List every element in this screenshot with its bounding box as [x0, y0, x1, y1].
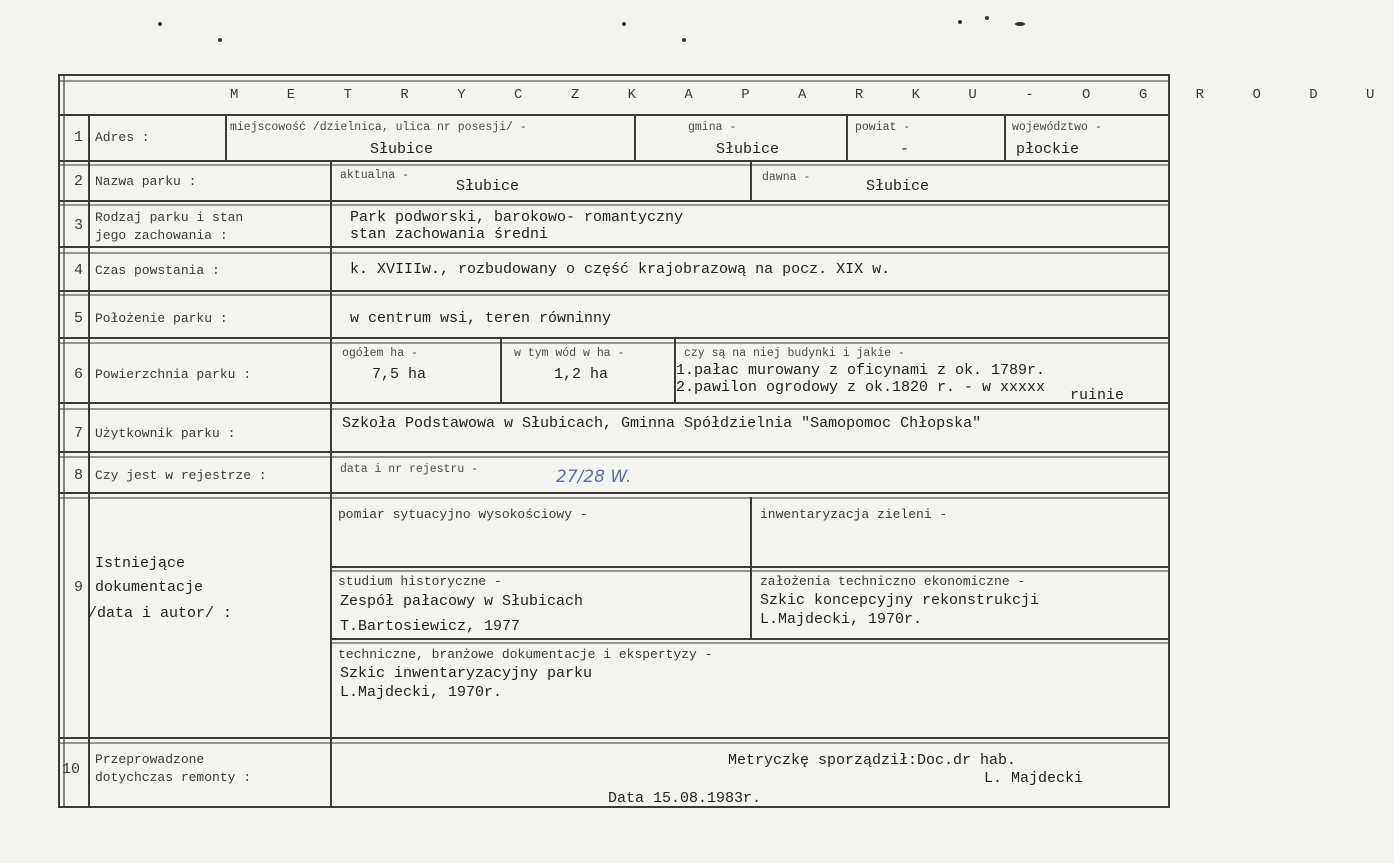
frame-left-inner: [63, 74, 65, 807]
row-divider: [58, 294, 1170, 296]
field-value: T.Bartosiewicz, 1977: [340, 618, 521, 635]
row-divider: [58, 337, 1170, 339]
field-value: Szkic inwentaryzacyjny parku: [340, 665, 593, 682]
dust-mark: [622, 22, 626, 26]
field-value: L.Majdecki, 1970r.: [760, 611, 923, 628]
row-divider: [58, 246, 1170, 248]
frame-top: [58, 74, 1170, 76]
field-value: L.Majdecki, 1970r.: [340, 684, 503, 701]
row-divider: [58, 402, 1170, 404]
row-label: Użytkownik parku :: [95, 426, 236, 441]
card-title: M E T R Y C Z K A P A R K U - O G R O D U: [230, 87, 1394, 103]
row-divider: [58, 200, 1170, 202]
row1-divider: [634, 114, 636, 160]
row-number: 10: [62, 761, 81, 778]
field-value: Zespół pałacowy w Słubicach: [340, 593, 584, 610]
row-label: /data i autor/ :: [88, 605, 233, 622]
row-label: Położenie parku :: [95, 311, 228, 326]
field-caption: założenia techniczno ekonomiczne -: [760, 574, 1026, 589]
field-value: Park podworski, barokowo- romantyczny: [350, 209, 684, 226]
field-caption: gmina -: [688, 121, 737, 134]
row-divider: [58, 204, 1170, 206]
field-value: 1,2 ha: [554, 366, 609, 383]
row-label: Adres :: [95, 130, 150, 145]
row9-divider: [330, 642, 1170, 644]
row-divider: [58, 252, 1170, 254]
field-caption: aktualna -: [340, 169, 410, 182]
row6-divider: [500, 337, 502, 402]
dust-mark: [958, 20, 962, 24]
field-caption: miejscowość /dzielnica, ulica nr posesji/ -: [230, 121, 527, 134]
field-value: Szkic koncepcyjny rekonstrukcji: [760, 592, 1040, 609]
row-number: 4: [74, 262, 84, 279]
row-divider: [58, 742, 1170, 744]
row-label: Rodzaj parku i stan: [95, 210, 244, 225]
handwritten-register-number: 27/28 W.: [556, 467, 632, 487]
author-line: Metryczkę sporządził:Doc.dr hab.: [728, 752, 1017, 769]
row-divider: [58, 456, 1170, 458]
row-label: Czy jest w rejestrze :: [95, 468, 267, 483]
row-number: 6: [74, 366, 84, 383]
row1-divider: [846, 114, 848, 160]
field-value: 7,5 ha: [372, 366, 427, 383]
row-label: Czas powstania :: [95, 263, 220, 278]
row-label: Przeprowadzone: [95, 752, 205, 767]
row-number: 7: [74, 425, 84, 442]
row2-divider: [750, 160, 752, 200]
row-divider: [58, 342, 1170, 344]
field-value: Słubice: [370, 141, 434, 158]
row-number: 5: [74, 310, 84, 327]
row-label: Istniejące: [95, 555, 186, 572]
row-label: dotychczas remonty :: [95, 770, 252, 785]
dust-mark: [682, 38, 686, 42]
row9-divider: [330, 638, 1170, 640]
frame-right: [1168, 74, 1170, 807]
row-label: Powierzchnia parku :: [95, 367, 252, 382]
field-value: w centrum wsi, teren równinny: [350, 310, 612, 327]
row-number: 2: [74, 173, 84, 190]
number-column-divider: [88, 114, 90, 806]
field-caption: w tym wód w ha -: [514, 347, 625, 360]
field-value: Słubice: [866, 178, 930, 195]
row-number: 9: [74, 579, 84, 596]
field-value: płockie: [1016, 141, 1080, 158]
row-divider: [58, 290, 1170, 292]
row-divider: [58, 408, 1170, 410]
label-column-divider: [330, 160, 332, 806]
row-number: 3: [74, 217, 84, 234]
row-label: dokumentacje: [95, 579, 204, 596]
row-divider: [58, 164, 1170, 166]
field-caption: województwo -: [1012, 121, 1102, 134]
row9-divider: [750, 497, 752, 638]
row1-divider: [1004, 114, 1006, 160]
field-value: ruinie: [1070, 387, 1125, 404]
field-caption: pomiar sytuacyjno wysokościowy -: [338, 507, 588, 522]
dust-mark: [158, 22, 162, 26]
row-divider: [58, 737, 1170, 739]
dust-mark: [985, 16, 989, 20]
field-caption: inwentaryzacja zieleni -: [760, 507, 948, 522]
dust-mark: [1015, 22, 1025, 26]
field-value: Słubice: [716, 141, 780, 158]
dust-mark: [218, 38, 222, 42]
field-value: stan zachowania średni: [350, 226, 549, 243]
row-number: 1: [74, 129, 84, 146]
frame-top-inner: [58, 80, 1170, 82]
field-caption: czy są na niej budynki i jakie -: [684, 347, 905, 360]
author-name: L. Majdecki: [984, 770, 1084, 787]
row1-divider: [225, 114, 227, 160]
field-caption: studium historyczne -: [338, 574, 502, 589]
row-divider: [58, 497, 1170, 499]
document-date: Data 15.08.1983r.: [608, 790, 762, 807]
field-caption: techniczne, branżowe dokumentacje i ekspertyzy -: [338, 647, 713, 662]
row-number: 8: [74, 467, 84, 484]
row-divider: [58, 160, 1170, 162]
field-value: 2.pawilon ogrodowy z ok.1820 r. - w xxxxx: [676, 379, 1046, 396]
frame-left: [58, 74, 60, 807]
field-value: 1.pałac murowany z oficynami z ok. 1789r.: [676, 362, 1046, 379]
row-label: jego zachowania :: [95, 228, 228, 243]
row-divider: [58, 492, 1170, 494]
field-value: Szkoła Podstawowa w Słubicach, Gminna Spółdzielnia "Samopomoc Chłopska": [342, 415, 982, 432]
field-caption: ogółem ha -: [342, 347, 418, 360]
field-value: k. XVIIIw., rozbudowany o część krajobrazową na pocz. XIX w.: [350, 261, 891, 278]
field-value: -: [900, 141, 910, 158]
field-value: Słubice: [456, 178, 520, 195]
row-divider: [58, 451, 1170, 453]
field-caption: dawna -: [762, 171, 811, 184]
row-label: Nazwa parku :: [95, 174, 197, 189]
field-caption: data i nr rejestru -: [340, 463, 479, 476]
field-caption: powiat -: [855, 121, 911, 134]
